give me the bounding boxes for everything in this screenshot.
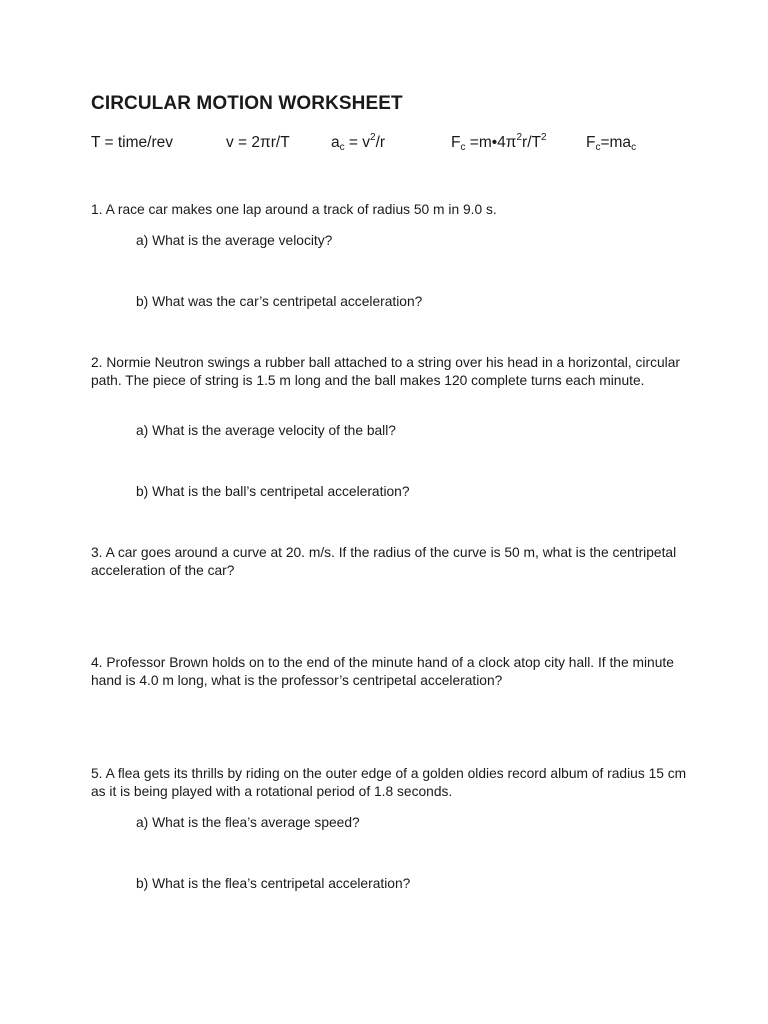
formula-newton-second-law: $F_c=ma_c$	[586, 134, 637, 153]
formula-centripetal-force: $F_c$ $=m•4\pi^2r/T^2$	[451, 132, 547, 153]
formula-period: T = time/rev	[91, 134, 173, 151]
question-5a: a) What is the flea’s average speed?	[136, 815, 360, 830]
formula-centripetal-acceleration: $a_c = v^2/r$	[331, 132, 386, 153]
question-1: 1. A race car makes one lap around a track of radius 50 m in 9.0 s.	[91, 202, 497, 217]
question-3: 3. A car goes around a curve at 20. m/s. If the radius of the curve is 50 m, what is the centripetal acceleration of the car?	[91, 545, 677, 578]
question-2a: a) What is the average velocity of the ball?	[136, 423, 396, 438]
question-5b: b) What is the flea’s centripetal acceleration?	[136, 876, 411, 891]
question-4: 4. Professor Brown holds on to the end of the minute hand of a clock atop city hall. If the minute hand is 4.0 m long, what is the professor’s centripetal acceleration?	[91, 655, 674, 688]
page-title: CIRCULAR MOTION WORKSHEET	[91, 93, 403, 114]
question-5: 5. A flea gets its thrills by riding on the outer edge of a golden oldies record album of radius 15 cm as it is being played with a rotational period of 1.8 seconds.	[91, 766, 687, 799]
formula-velocity: v = 2πr/T	[226, 134, 290, 151]
question-2: 2. Normie Neutron swings a rubber ball attached to a string over his head in a horizontal, circular path. The piece of string is 1.5 m long and the ball makes 120 complete turns each minute.	[91, 355, 680, 388]
question-1b: b) What was the car’s centripetal acceleration?	[136, 294, 423, 309]
question-2b: b) What is the ball’s centripetal acceleration?	[136, 484, 410, 499]
question-1a: a) What is the average velocity?	[136, 233, 333, 248]
